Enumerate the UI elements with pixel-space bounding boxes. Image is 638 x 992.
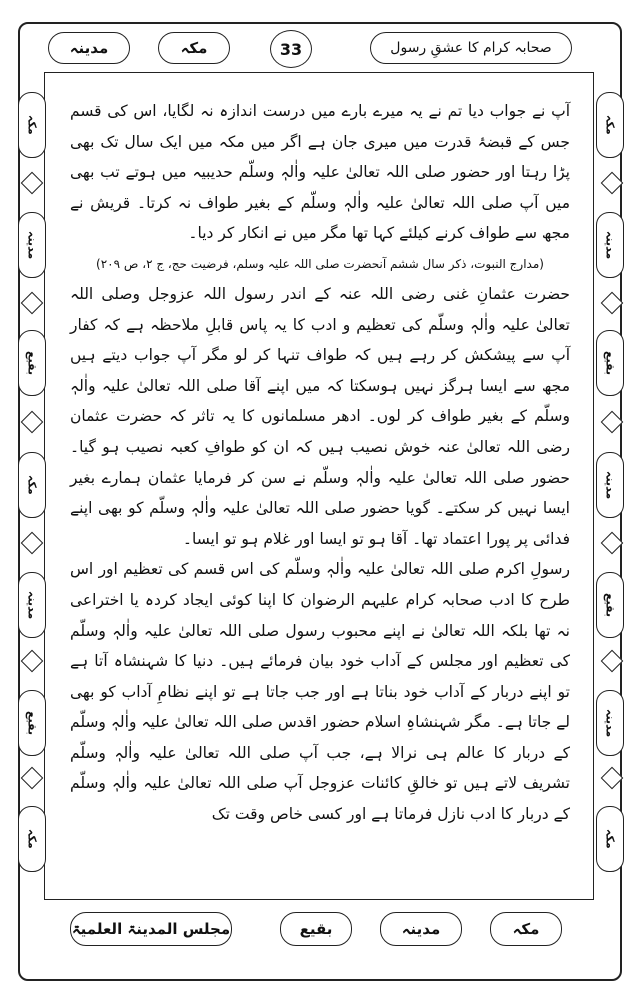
footer-badge-madina: مدینہ (380, 912, 462, 946)
page-body (70, 96, 570, 896)
side-badge-left-7: مکہ (18, 806, 46, 872)
side-badge-right-6: مدینہ (596, 690, 624, 756)
side-badge-right-1: مکہ (596, 92, 624, 158)
side-badge-right-7: مکہ (596, 806, 624, 872)
side-badge-left-2: مدینہ (18, 212, 46, 278)
header-badge-makkah: مکہ (158, 32, 230, 64)
reference-citation: (مدارج النبوت، ذکر سال ششم آنحضرت صلی اللہ علیہ وسلم، فرضیت حج، ج ۲، ص ۲۰۹) (96, 256, 544, 271)
page-number: 33 (270, 30, 312, 68)
footer-badge-makkah: مکہ (490, 912, 562, 946)
side-badge-right-5: بقیع (596, 572, 624, 638)
header-badge-madina: مدینہ (48, 32, 130, 64)
side-badge-left-3: بقیع (18, 330, 46, 396)
side-badge-right-2: مدینہ (596, 212, 624, 278)
page-header (40, 26, 600, 70)
side-badge-right-4: مدینہ (596, 452, 624, 518)
paragraph: رسولِ اکرم صلی اللہ تعالیٰ علیہ واٰلہٖ وسلّم کی اس قسم کی تعظیم اور اس طرح کا ادب صحابہ کرام علیہم الرضوان کا اپنا کوئی ایجاد کردہ یا اختراعی نہ تھا بلکہ اللہ تعالیٰ نے اپنے محبوب رسول صلی اللہ تعالیٰ علیہ واٰلہٖ وسلّم کی تعظیم اور مجلس کے آداب خود بیان فرمائے ہیں۔ دنیا کا شہنشاہ آتا ہے تو اپنے دربار کے آداب خود بناتا ہے اور جب جاتا ہے تو اپنے نظامِ آداب کو بھی لے جاتا ہے۔ مگر شہنشاہِ اسلام حضور اقدس صلی اللہ تعالیٰ علیہ واٰلہٖ وسلّم کے دربار کا عالم ہی نرالا ہے، جب آپ صلی اللہ تعالیٰ علیہ واٰلہٖ وسلّم تشریف لاتے ہیں تو خالقِ کائنات عزوجل آپ صلی اللہ تعالیٰ علیہ واٰلہٖ وسلّم کے دربار کا ادب نازل فرماتا ہے اور کسی خاص وقت تک (70, 560, 570, 824)
page-title: صحابہ کرام کا عشقِ رسول (370, 32, 572, 64)
paragraph: آپ نے جواب دیا تم نے یہ میرے بارے میں درست اندازہ نہ لگایا، اس کی قسم جس کے قبضۂ قدرت میں میری جان ہے اگر میں مکہ میں ایک سال تک بھی پڑا رہتا اور حضور صلی اللہ تعالیٰ علیہ واٰلہٖ وسلّم حدیبیہ میں ہوتے تب بھی میں آپ صلی اللہ تعالیٰ علیہ واٰلہٖ وسلّم کے بغیر طواف نہ کرتا۔ قریش نے مجھ سے طواف کرنے کیلئے کہا تھا مگر میں نے انکار کر دیا۔ (70, 102, 570, 243)
side-badge-left-6: بقیع (18, 690, 46, 756)
paragraph: حضرت عثمانِ غنی رضی اللہ عنہ کے اندر رسول اللہ عزوجل وصلی اللہ تعالیٰ علیہ واٰلہٖ وسلّم کی تعظیم و ادب کا یہ پاس قابلِ ملاحظہ ہے کہ کفار آپ سے پیشکش کر رہے ہیں کہ طواف تنہا کر لو مگر آپ جواب دیتے ہیں مجھ سے ایسا ہرگز نہیں ہوسکتا کہ میں اپنے آقا صلی اللہ تعالیٰ علیہ واٰلہٖ وسلّم کے بغیر طواف کر لوں۔ ادھر مسلمانوں کا یہ تاثر کہ حضرت عثمان رضی اللہ تعالیٰ عنہ خوش نصیب ہیں کہ ان کو طوافِ کعبہ نصیب ہو گیا۔ حضور صلی اللہ تعالیٰ علیہ واٰلہٖ وسلّم نے سن کر فرمایا عثمان ہمارے بغیر ایسا نہیں کر سکتے۔ گویا حضور صلی اللہ تعالیٰ علیہ واٰلہٖ وسلّم کو بھی اپنے فدائی پر پورا اعتماد تھا۔ آقا ہو تو ایسا اور غلام ہو تو ایسا۔ (70, 284, 570, 548)
footer-badge-baqee: بقیع (280, 912, 352, 946)
side-badge-left-4: مکہ (18, 452, 46, 518)
side-badge-right-3: بقیع (596, 330, 624, 396)
publisher-logo: مجلس المدینۃ العلمیۃ (70, 912, 232, 946)
page-footer (40, 904, 600, 954)
side-badge-left-1: مکہ (18, 92, 46, 158)
side-badge-left-5: مدینہ (18, 572, 46, 638)
